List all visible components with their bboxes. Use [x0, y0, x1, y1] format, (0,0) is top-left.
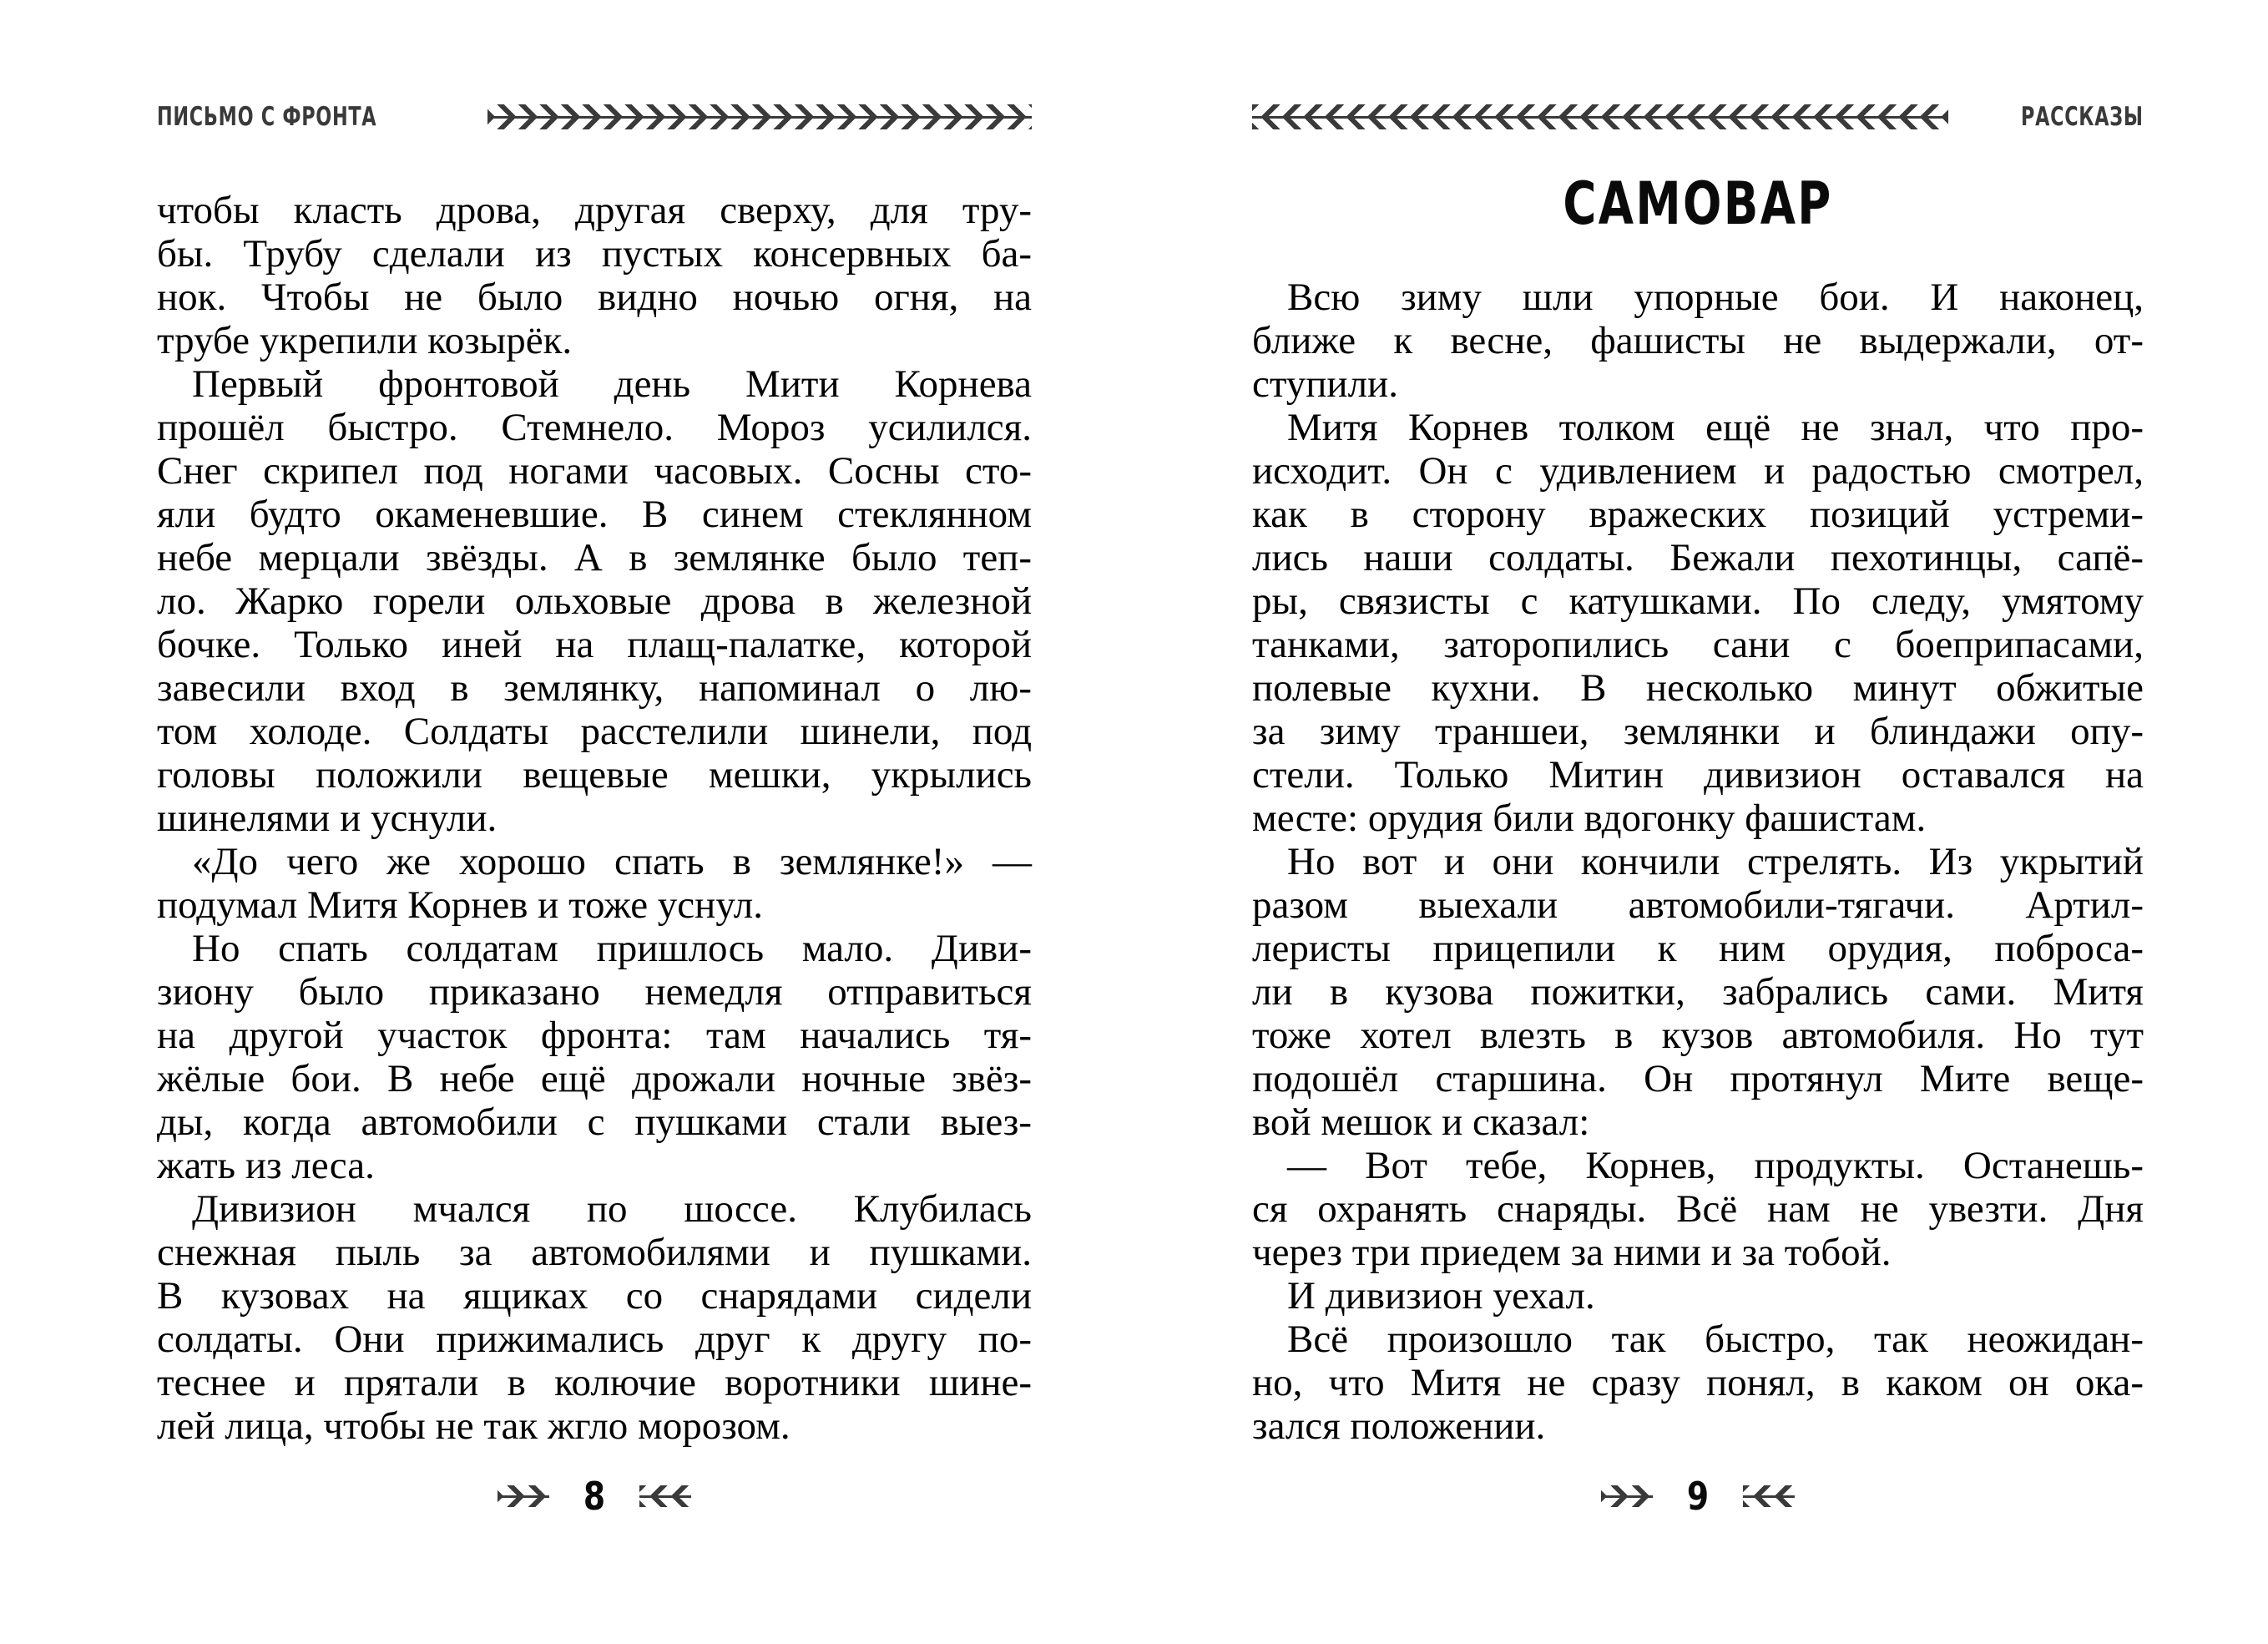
text-line: но, что Митя не сразу понял, в каком он ока- — [1252, 1361, 2144, 1404]
text-line: бы. Трубу сделали из пустых консервных ба- — [157, 232, 1032, 276]
text-line: Снег скрипел под ногами часовых. Сосны сто- — [157, 449, 1032, 493]
text-line: танками, заторопились сани с боеприпасами, — [1252, 623, 2144, 666]
text-line: Дивизион мчался по шоссе. Клубилась — [192, 1187, 1032, 1231]
text-line: вой мешок и сказал: — [1252, 1100, 1590, 1144]
text-line: головы положили вещевые мешки, укрылись — [157, 753, 1032, 797]
left-page-text — [157, 189, 1032, 1448]
text-line: Но вот и они кончили стрелять. Из укрытий — [1287, 840, 2144, 883]
text-line: яли будто окаменевшие. В синем стеклянном — [157, 493, 1032, 536]
chevrons-left-band-icon — [1252, 104, 1948, 129]
text-line: чтобы класть дрова, другая сверху, для тру- — [157, 189, 1032, 232]
text-line: небе мерцали звёзды. А в землянке было теп- — [157, 536, 1032, 579]
chevrons-left-icon — [1743, 1485, 1795, 1507]
text-line: Но спать солдатам пришлось мало. Диви- — [192, 927, 1032, 970]
text-line: жёлые бои. В небе ещё дрожали ночные звёз- — [157, 1057, 1032, 1100]
text-line: солдаты. Они прижимались друг к другу по- — [157, 1318, 1032, 1361]
text-line: Всё произошло так быстро, так неожидан- — [1287, 1318, 2144, 1361]
right-page — [1252, 0, 2144, 1644]
chevrons-right-band-icon — [487, 104, 1032, 129]
right-folio — [1252, 1474, 2144, 1519]
right-running-head — [1252, 99, 2144, 135]
text-line: зался положении. — [1252, 1404, 1546, 1448]
text-line: лись наши солдаты. Бежали пехотинцы, сапё- — [1252, 536, 2144, 579]
text-line: трубе укрепили козырёк. — [157, 319, 573, 362]
left-page — [157, 0, 1032, 1644]
text-line: Митя Корнев толком ещё не знал, что про- — [1287, 406, 2144, 449]
text-line: ли в кузова пожитки, забрались сами. Митя — [1252, 970, 2144, 1014]
text-line: жать из леса. — [157, 1144, 375, 1187]
text-line: завесили вход в землянку, напоминал о лю- — [157, 666, 1032, 710]
text-line: разом выехали автомобили-тягачи. Артил- — [1252, 883, 2144, 927]
left-page-number: 8 — [583, 1474, 606, 1519]
text-line: Первый фронтовой день Мити Корнева — [192, 362, 1032, 406]
text-line: леристы прицепили к ним орудия, поброса- — [1252, 927, 2144, 970]
text-line: И дивизион уехал. — [1287, 1274, 1595, 1318]
chevrons-right-icon — [1601, 1485, 1653, 1507]
text-line: ды, когда автомобили с пушками стали выез- — [157, 1100, 1032, 1144]
text-line: В кузовах на ящиках со снарядами сидели — [157, 1274, 1032, 1318]
text-line: как в сторону вражеских позиций устреми- — [1252, 493, 2144, 536]
text-line: за зиму траншеи, землянки и блиндажи опу- — [1252, 710, 2144, 753]
text-line: нок. Чтобы не было видно ночью огня, на — [157, 276, 1032, 319]
text-line: ры, связисты с катушками. По следу, умятому — [1252, 579, 2144, 623]
text-line: «До чего же хорошо спать в землянке!» — — [192, 840, 1032, 883]
text-line: ло. Жарко горели ольховые дрова в железной — [157, 579, 1032, 623]
text-line: зиону было приказано немедля отправиться — [157, 970, 1032, 1014]
right-page-text — [1252, 276, 2144, 1448]
text-line: том холоде. Солдаты расстелили шинели, под — [157, 710, 1032, 753]
text-line: месте: орудия били вдогонку фашистам. — [1252, 797, 1927, 840]
text-line: снежная пыль за автомобилями и пушками. — [157, 1231, 1032, 1274]
text-line: тоже хотел влезть в кузов автомобиля. Но тут — [1252, 1014, 2144, 1057]
text-line: ближе к весне, фашисты не выдержали, от- — [1252, 319, 2144, 362]
text-line: стели. Только Митин дивизион оставался на — [1252, 753, 2144, 797]
text-line: полевые кухни. В несколько минут обжитые — [1252, 666, 2144, 710]
left-folio — [157, 1474, 1032, 1519]
text-line: подошёл старшина. Он протянул Мите веще- — [1252, 1057, 2144, 1100]
right-header-label: РАССКАЗЫ — [2021, 102, 2144, 132]
text-line: теснее и прятали в колючие воротники шине- — [157, 1361, 1032, 1404]
text-line: бочке. Только иней на плащ-палатке, которой — [157, 623, 1032, 666]
text-line: ступили. — [1252, 362, 1398, 406]
text-line: подумал Митя Корнев и тоже уснул. — [157, 883, 763, 927]
text-line: прошёл быстро. Стемнело. Мороз усилился. — [157, 406, 1032, 449]
chevrons-right-icon — [498, 1485, 549, 1507]
text-line: на другой участок фронта: там начались тя- — [157, 1014, 1032, 1057]
chevrons-left-icon — [639, 1485, 691, 1507]
left-header-label: ПИСЬМО С ФРОНТА — [157, 102, 377, 132]
text-line: ся охранять снаряды. Всё нам не увезти. Дня — [1252, 1187, 2144, 1231]
text-line: — Вот тебе, Корнев, продукты. Останешь- — [1287, 1144, 2144, 1187]
text-line: шинелями и уснули. — [157, 797, 498, 840]
text-line: лей лица, чтобы не так жгло морозом. — [157, 1404, 791, 1448]
left-running-head — [157, 99, 1032, 135]
text-line: исходит. Он с удивлением и радостью смотрел, — [1252, 449, 2144, 493]
text-line: Всю зиму шли упорные бои. И наконец, — [1287, 276, 2144, 319]
story-title: САМОВАР — [1563, 169, 1833, 238]
text-line: через три приедем за ними и за тобой. — [1252, 1231, 1892, 1274]
right-page-number: 9 — [1686, 1474, 1710, 1519]
